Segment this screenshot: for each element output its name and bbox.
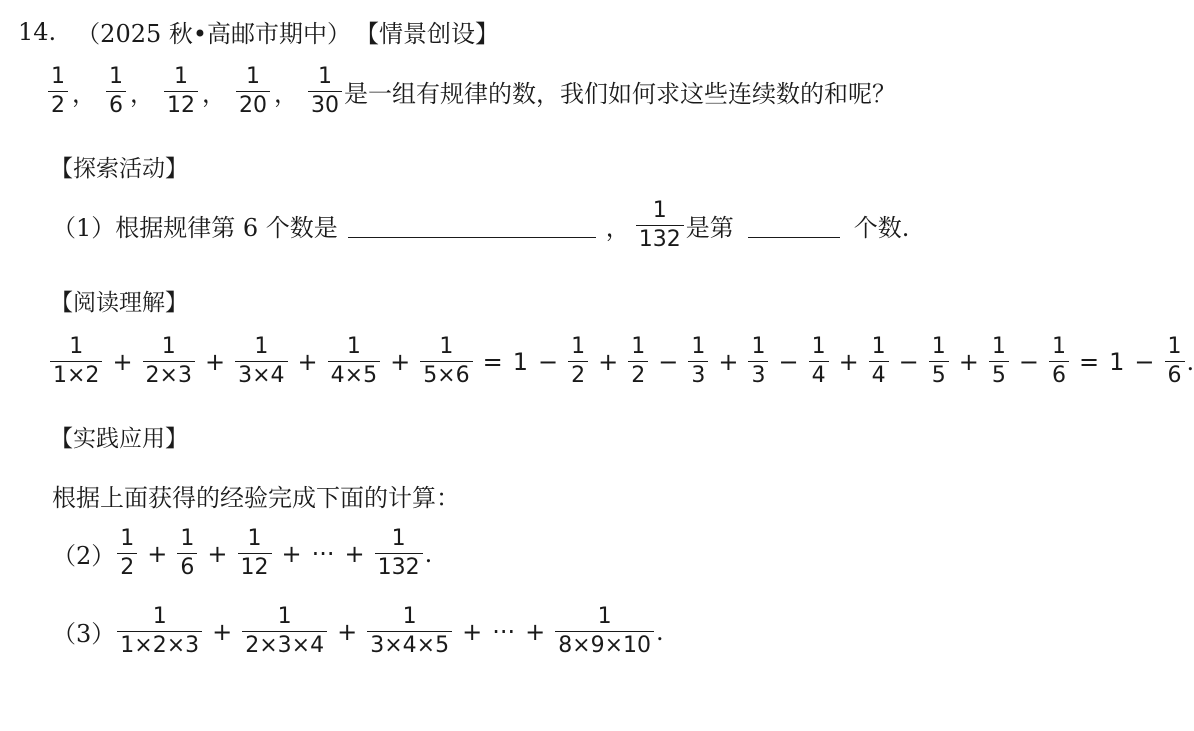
q1-comma: ， <box>605 214 630 242</box>
lhs-fraction-3: $\frac{1}{3\times 4}$ <box>235 336 287 387</box>
question-3: （3） $\frac{1}{1\times 2\times 3}$ + $\frac{1}{2\times 3\times 4}$ + $\frac{1}{3\times 4\times 5}$ + ··· + $\frac{1}{8\times 9\times 10}$ . <box>52 604 664 658</box>
q2-fraction-last: $\frac{1}{132}$ <box>375 528 423 579</box>
reading-heading: 【阅读理解】 <box>50 290 188 316</box>
intro-text: 是一组有规律的数，我们如何求这些连续数的和呢？ <box>344 80 896 108</box>
lhs-fraction-5: $\frac{1}{5\times 6}$ <box>420 336 472 387</box>
question-1 <box>52 200 909 251</box>
problem-header <box>18 14 499 49</box>
lhs-fraction-4: $\frac{1}{4\times 5}$ <box>328 336 380 387</box>
question-2: （2） $\frac{1}{2}$ + $\frac{1}{6}$ + $\frac{1}{12}$ + ··· + $\frac{1}{132}$ . <box>52 526 433 580</box>
intro-fraction-5: $\frac{1}{30}$ <box>308 66 342 117</box>
rhs-fraction-8: $\frac{1}{5}$ <box>989 336 1009 387</box>
apply-heading: 【实践应用】 <box>50 426 188 452</box>
problem-tag: 【情景创设】 <box>355 20 500 48</box>
intro-fraction-2: $\frac{1}{6}$ <box>106 66 126 117</box>
q3-fraction-3: $\frac{1}{3\times 4\times 5}$ <box>367 606 452 657</box>
rhs-fraction-9: $\frac{1}{6}$ <box>1049 336 1069 387</box>
rhs-fraction-1: $\frac{1}{2}$ <box>568 336 588 387</box>
intro-fraction-1: $\frac{1}{2}$ <box>48 66 68 117</box>
rhs-fraction-6: $\frac{1}{4}$ <box>869 336 889 387</box>
rhs-fraction-2: $\frac{1}{2}$ <box>628 336 648 387</box>
lhs-fraction-2: $\frac{1}{2\times 3}$ <box>143 336 195 387</box>
q1-fraction: $\frac{1}{132}$ <box>636 200 684 251</box>
rhs-fraction-7: $\frac{1}{5}$ <box>929 336 949 387</box>
q2-fraction-2: $\frac{1}{6}$ <box>177 528 197 579</box>
q1-middle: 是第 <box>685 214 734 242</box>
rhs-fraction-3: $\frac{1}{3}$ <box>688 336 708 387</box>
intro-line: $\frac{1}{2}$ ， $\frac{1}{6}$ ， $\frac{1}{12}$ ， $\frac{1}{20}$ ， $\frac{1}{30}$ 是一组有规律的数，我们如何求这些连续数的和呢？ <box>46 66 896 117</box>
q2-label: （2） <box>52 542 116 570</box>
problem-number: 14. <box>18 17 57 46</box>
q2-fraction-1: $\frac{1}{2}$ <box>117 528 137 579</box>
q1-label: （1）根据规律第 6 个数是 <box>52 214 338 242</box>
lhs-fraction-1: $\frac{1}{1\times 2}$ <box>50 336 102 387</box>
explore-heading: 【探索活动】 <box>50 156 188 182</box>
apply-instruction: 根据上面获得的经验完成下面的计算： <box>52 484 460 512</box>
rhs-fraction-5: $\frac{1}{4}$ <box>809 336 829 387</box>
q3-label: （3） <box>52 620 116 648</box>
intro-fraction-3: $\frac{1}{12}$ <box>164 66 198 117</box>
q1-answer-blank-2[interactable] <box>748 213 840 238</box>
q1-answer-blank-1[interactable] <box>348 213 596 238</box>
q1-end: 个数. <box>853 214 910 242</box>
q2-fraction-3: $\frac{1}{12}$ <box>238 528 272 579</box>
q3-fraction-last: $\frac{1}{8\times 9\times 10}$ <box>555 606 654 657</box>
final-fraction: $\frac{1}{6}$ <box>1165 336 1185 387</box>
q3-fraction-2: $\frac{1}{2\times 3\times 4}$ <box>242 606 327 657</box>
problem-source: （2025 秋•高邮市期中） <box>76 20 352 48</box>
q3-fraction-1: $\frac{1}{1\times 2\times 3}$ <box>117 606 202 657</box>
reading-equation: $\frac{1}{1\times 2}$ + $\frac{1}{2\times 3}$ + $\frac{1}{3\times 4}$ + $\frac{1}{4\times 5}$ + $\frac{1}{5\times 6}$ = 1 − $\frac{1}{2}$ + $\frac{1}{2}$ − $\frac{1}{3}$ + $\frac{1}{3}$ − $\frac{1}{4}$ + $\frac{1}{4}$ − $\frac{1}{5}$ + $\frac{1}{5}$ − $\frac{1}{6}$ = 1 − $\frac{1}{6}$ . <box>48 336 1194 387</box>
rhs-fraction-4: $\frac{1}{3}$ <box>748 336 768 387</box>
intro-fraction-4: $\frac{1}{20}$ <box>236 66 270 117</box>
